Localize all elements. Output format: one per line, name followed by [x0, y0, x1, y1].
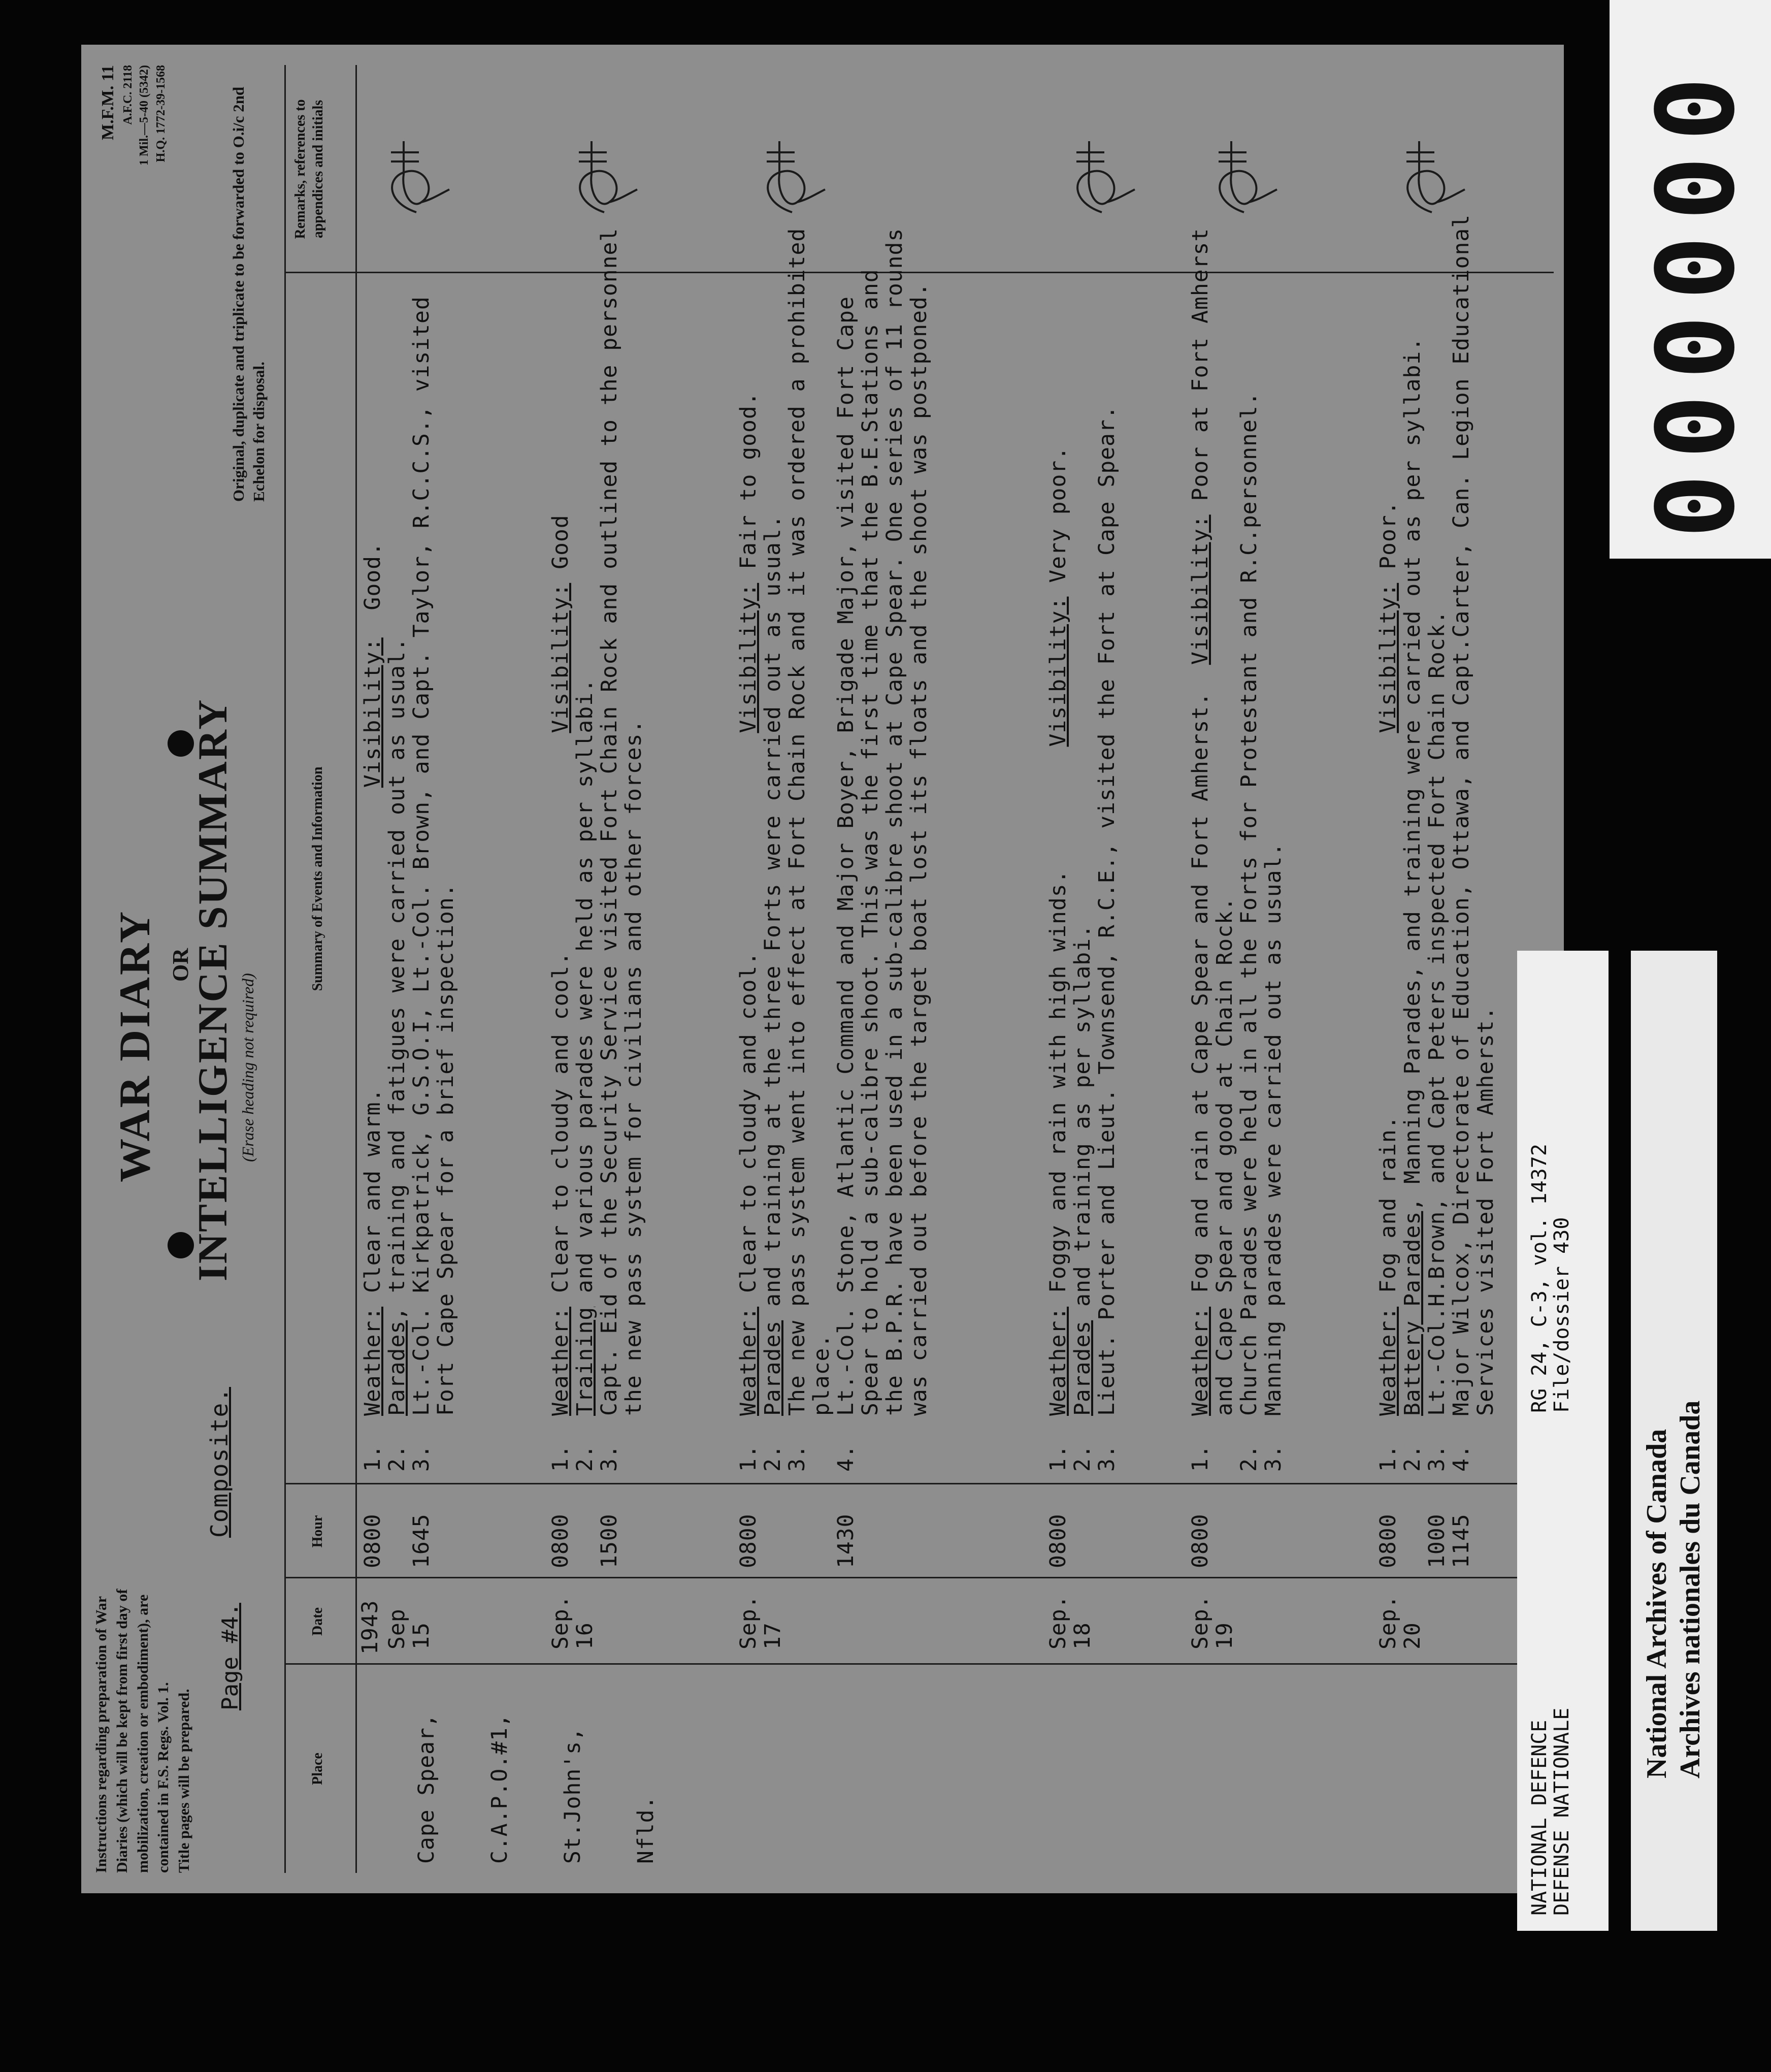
handwritten-initials [1041, 136, 1142, 222]
form-number-line: A.F.C. 2118 [121, 65, 135, 125]
handwritten-initials [1183, 136, 1285, 222]
summary-entry [360, 296, 458, 1472]
date-line: 20 [1400, 1622, 1425, 1649]
place-date-divider [284, 1663, 1554, 1665]
hour-cell: 0800 [1188, 1513, 1213, 1568]
date-line: 19 [1212, 1622, 1237, 1649]
summary-line [1400, 214, 1425, 1472]
instructions-text: Instructions regarding preparation of War Diaries (which will be kept from first day of mobilization, creation or embodiment), are contained in F.S. Regs. Vol. 1. [93, 1589, 172, 1873]
table-top-rule [284, 65, 286, 1873]
item-number: 2. [1236, 1444, 1262, 1472]
handwritten-initials [731, 136, 833, 222]
underlined-heading: Weather: [360, 1306, 385, 1416]
underlined-heading: Battery Parades [1400, 1211, 1425, 1416]
summary-line [882, 228, 907, 1472]
summary-text: Poor at Fort Amherst [1188, 228, 1213, 515]
diary-table [284, 65, 1554, 1873]
department-line: DEFENSE NATIONALE [1550, 1707, 1573, 1916]
underlined-heading: Visibility: [1045, 596, 1071, 747]
underlined-heading: Weather: [1188, 1306, 1213, 1416]
summary-text: place. [809, 1334, 834, 1416]
summary-line [1212, 228, 1237, 1472]
summary-text: Clear and warm. [360, 788, 385, 1307]
summary-line [1070, 405, 1095, 1472]
date-line: Sep. [548, 1595, 573, 1649]
summary-line [761, 228, 785, 1472]
summary-line [548, 228, 573, 1472]
title-or: OR [168, 948, 193, 982]
summary-line [1046, 405, 1070, 1472]
item-number: 3. [597, 1444, 622, 1472]
date-line: 16 [572, 1622, 598, 1649]
form-header [81, 45, 284, 1893]
form-number-line: H.Q. 1772-39-1568 [154, 65, 168, 163]
form-number-block [96, 65, 169, 207]
underlined-heading: Visibility: [1188, 514, 1213, 665]
summary-line [597, 228, 621, 1472]
summary-text: the new pass system for civilians and other forces. [621, 719, 646, 1416]
hour-cell: 0800 [736, 1513, 761, 1568]
unit-name: Composite. [206, 1387, 233, 1538]
department-name [1528, 1708, 1573, 1916]
summary-entry [548, 228, 646, 1472]
frame-number: 000000 [1634, 61, 1758, 538]
summary-text: Lt.-Col.H.Brown, and Capt Peters inspected Fort Chain Rock. [1424, 610, 1450, 1416]
item-number: 3. [409, 1444, 434, 1472]
summary-text: and training at the three Forts were carried out as usual. [760, 514, 785, 1320]
summary-line [621, 228, 646, 1472]
underlined-heading: Parades [1070, 1320, 1095, 1416]
archive-name-line: Archives nationales du Canada [1675, 1400, 1706, 1778]
summary-text: was carried out before the target boat lost its floats and the shoot was postponed. [906, 282, 932, 1416]
summary-text: Clear to cloudy and cool. [736, 733, 761, 1307]
item-number: 1. [548, 1444, 573, 1472]
erase-heading-note: (Erase heading not required) [239, 973, 257, 1162]
item-number: 4. [1449, 1444, 1474, 1472]
handwritten-initials [1371, 136, 1472, 222]
form-number-line: M.F.M. 11 [99, 65, 117, 140]
summary-line [785, 228, 809, 1472]
item-number: 2. [384, 1444, 410, 1472]
summary-entry [736, 228, 931, 1472]
column-header-place: Place [310, 1753, 325, 1785]
item-number: 4. [833, 1444, 859, 1472]
item-number: 1. [1188, 1444, 1213, 1472]
summary-line [834, 228, 858, 1472]
summary-text: Fog and rain at Cape Spear and Fort Amherst. [1188, 665, 1213, 1307]
column-header-summary: Summary of Events and Information [310, 766, 325, 991]
date-cell [1376, 1595, 1425, 1649]
summary-line [1261, 228, 1286, 1472]
date-line: 15 [409, 1622, 434, 1649]
summary-text: Lieut. Porter and Lieut. Townsend, R.C.E., visited the Fort at Cape Spear. [1094, 405, 1120, 1416]
summary-text: Good [548, 514, 573, 583]
hour-cell: 0800 [548, 1513, 573, 1568]
item-number: 3. [1261, 1444, 1286, 1472]
date-line: 18 [1070, 1622, 1095, 1649]
date-line: Sep. [1045, 1595, 1071, 1649]
record-reference-line: RG 24, C-3, vol. 14372 [1528, 1144, 1551, 1413]
form-number-line: 1 Mil.—5-40 (5342) [138, 65, 151, 166]
summary-line [1237, 228, 1261, 1472]
handwritten-initials [355, 136, 457, 222]
summary-text: Good. [360, 542, 385, 638]
summary-text: Fort Cape Spear for a brief inspection. [433, 883, 458, 1416]
title-pages-note: Title pages will be prepared. [176, 1689, 193, 1873]
summary-text: Poor. [1375, 501, 1401, 583]
underlined-heading: Visibility: [1375, 582, 1401, 733]
summary-text: Fog and rain. [1375, 733, 1401, 1307]
hour-cell: 0800 [1045, 1513, 1071, 1568]
underlined-heading: Weather: [548, 1306, 573, 1416]
date-cell [1188, 1595, 1237, 1649]
date-cell [1046, 1595, 1095, 1649]
summary-text: the B.P.R. have been used in a sub-calibre shoot at Cape Spear. One series of 11 rounds [882, 228, 907, 1416]
date-cell [736, 1595, 785, 1649]
war-diary-page [81, 45, 1564, 1893]
date-line: Sep. [1188, 1595, 1213, 1649]
hour-cell: 1500 [597, 1513, 622, 1568]
summary-text: Manning parades were carried out as usual. [1261, 842, 1286, 1416]
hour-cell: 0800 [1375, 1513, 1401, 1568]
department-line: NATIONAL DEFENCE [1528, 1720, 1551, 1916]
disposal-note: Original, duplicate and triplicate to be forwarded to O.i/c 2nd Echelon for disposal. [229, 86, 268, 502]
summary-text: Very poor. [1045, 446, 1071, 597]
summary-line [1376, 214, 1400, 1472]
item-number: 1. [360, 1444, 385, 1472]
summary-text: Major Wilcox, Directorate of Education, Ottawa, and Capt.Carter, Can. Legion Educational [1449, 214, 1474, 1416]
archive-name-line: National Archives of Canada [1641, 1429, 1672, 1778]
item-number: 1. [1375, 1444, 1401, 1472]
underlined-heading: Weather: [736, 1306, 761, 1416]
record-reference-line: File/dossier 430 [1550, 1217, 1573, 1413]
frame-number-strip [1610, 0, 1771, 559]
hour-cell: 1645 [409, 1513, 434, 1568]
title-intelligence-summary: INTELLIGENCE SUMMARY [189, 698, 236, 1281]
underlined-heading: Parades [384, 1320, 410, 1416]
place-line: C.A.P.O.#1, [487, 1713, 512, 1864]
item-number: 2. [760, 1444, 785, 1472]
summary-text: Lt.-Col. Stone, Atlantic Command and Major Boyer, Brigade Major, visited Fort Cape [833, 296, 859, 1416]
summary-line [409, 296, 434, 1472]
instructions-note [91, 1589, 195, 1873]
underlined-heading: Weather: [1045, 1306, 1071, 1416]
item-number: 3. [784, 1444, 810, 1472]
summary-entry [1046, 405, 1119, 1472]
place-line: Nfld. [633, 1795, 659, 1864]
item-number: 1. [736, 1444, 761, 1472]
underlined-heading: Visibility: [360, 637, 385, 788]
year-label: 1943 [357, 1600, 383, 1655]
date-line: 17 [760, 1622, 785, 1649]
underlined-heading: Visibility: [736, 582, 761, 733]
item-number: 3. [1094, 1444, 1120, 1472]
item-number: 2. [1070, 1444, 1095, 1472]
item-number: 2. [572, 1444, 598, 1472]
summary-text: , Manning Parades, and training were carried out as per syllabi. [1400, 337, 1425, 1211]
date-line: Sep. [1375, 1595, 1401, 1649]
summary-entry [1376, 214, 1498, 1472]
hour-summary-divider [284, 1483, 1554, 1484]
summary-text: and various parades were held as per syllabi. [572, 678, 598, 1307]
summary-entry [1188, 228, 1286, 1472]
place-line: St.John's, [560, 1727, 585, 1864]
page-number: Page #4. [217, 1603, 243, 1710]
summary-text: The new pass system went into effect at Fort Chain Rock and it was ordered a prohibited [784, 228, 810, 1416]
summary-text: Capt. Eid of the Security Service visited Fort Chain Rock and outlined to the personnel [597, 228, 622, 1416]
underlined-heading: Training [572, 1306, 598, 1416]
underlined-heading: Weather: [1375, 1306, 1401, 1416]
header-rule [355, 65, 357, 1873]
summary-line [1095, 405, 1119, 1472]
record-reference [1528, 1144, 1573, 1413]
summary-line [1473, 214, 1498, 1472]
summary-line [1449, 214, 1473, 1472]
summary-line [809, 228, 834, 1472]
summary-line [360, 296, 385, 1472]
archive-name [1640, 1401, 1707, 1778]
date-cell [385, 1608, 434, 1649]
summary-line [1425, 214, 1449, 1472]
summary-line [736, 228, 761, 1472]
column-header-date: Date [310, 1607, 325, 1636]
summary-text: Services visited Fort Amherst. [1473, 1006, 1498, 1416]
summary-line [434, 296, 458, 1472]
summary-line [907, 228, 931, 1472]
summary-text: Fair to good. [736, 392, 761, 583]
summary-text: Foggy and rain with high winds. [1045, 747, 1071, 1307]
summary-text: Spear to hold a sub-calibre shoot. This was the first time that the B.E.Stations and [858, 269, 883, 1416]
hour-cell: 1430 [833, 1513, 859, 1568]
item-number: 3. [1424, 1444, 1450, 1472]
date-cell [548, 1595, 597, 1649]
item-number: 1. [1045, 1444, 1071, 1472]
summary-text: , training and fatigues were carried out as usual. [384, 637, 410, 1320]
title-war-diary: WAR DIARY [110, 909, 159, 1182]
underlined-heading: Parades [760, 1320, 785, 1416]
place-cell [366, 1713, 707, 1864]
summary-line [858, 228, 882, 1472]
summary-line [573, 228, 597, 1472]
summary-text: and Cape Spear and good at Chain Rock. [1212, 897, 1237, 1416]
date-hour-divider [284, 1577, 1554, 1578]
date-line: Sep [384, 1608, 410, 1649]
handwritten-initials [543, 136, 645, 222]
summary-text: Clear to cloudy and cool. [548, 733, 573, 1307]
column-header-hour: Hour [310, 1515, 325, 1548]
archive-label [1631, 951, 1717, 1931]
rotated-page-content [81, 45, 1564, 1893]
item-number: 2. [1400, 1444, 1425, 1472]
summary-line [1188, 228, 1212, 1472]
underlined-heading: Visibility: [548, 582, 573, 733]
place-line: Cape Spear, [414, 1713, 439, 1864]
reference-label [1517, 951, 1609, 1931]
summary-text: Lt.-Col. Kirkpatrick, G.S.O.I, Lt.-Col. Brown, and Capt. Taylor, R.C.C.S., visited [409, 296, 434, 1416]
hour-cell: 1000 [1424, 1513, 1450, 1568]
summary-text: and training as per syllabi. [1070, 924, 1095, 1320]
date-line: Sep. [736, 1595, 761, 1649]
column-header-remarks: Remarks, references to appendices and initials [292, 99, 326, 239]
summary-line [385, 296, 409, 1472]
summary-text: Church Parades were held in all the Forts for Protestant and R.C.personnel. [1236, 392, 1262, 1416]
hour-cell: 1145 [1449, 1513, 1474, 1568]
hour-cell: 0800 [360, 1513, 385, 1568]
